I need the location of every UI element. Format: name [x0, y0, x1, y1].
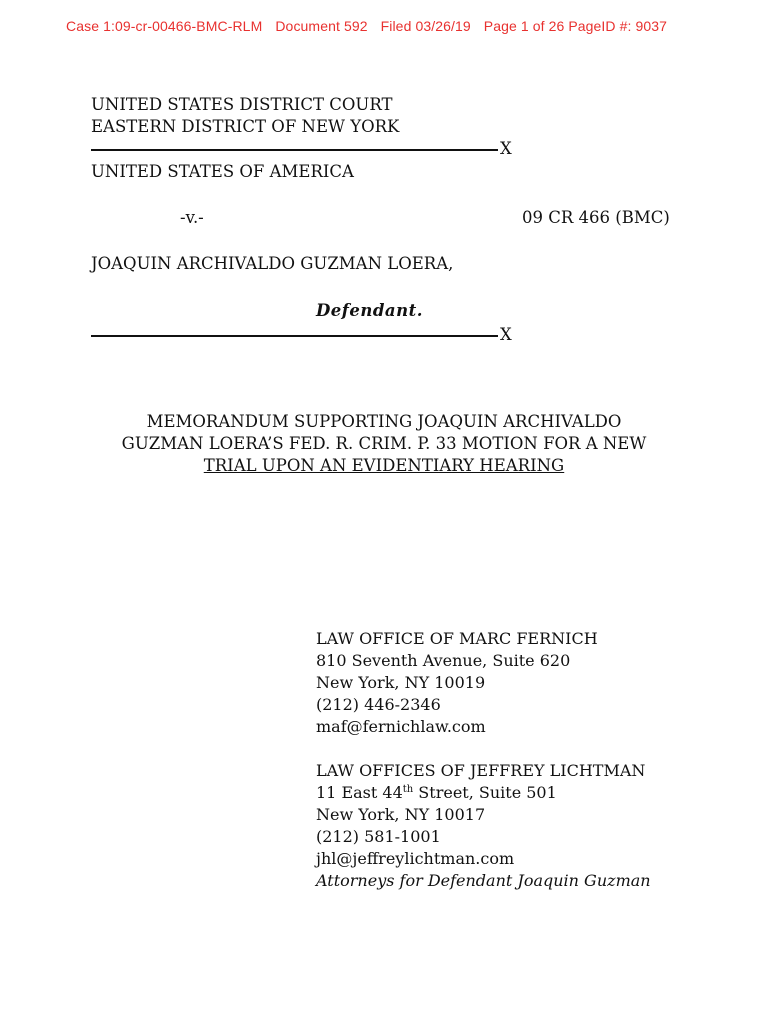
- defendant-name: JOAQUIN ARCHIVALDO GUZMAN LOERA,: [91, 254, 454, 273]
- counsel-block-lichtman: [316, 760, 651, 892]
- ordinal-suffix: th: [402, 784, 414, 795]
- street-rest: Street, Suite 501: [413, 783, 557, 802]
- counsel-city: New York, NY 10017: [316, 805, 486, 824]
- counsel-email: maf@fernichlaw.com: [316, 717, 486, 736]
- caption-x-top: X: [500, 139, 512, 158]
- counsel-street: [316, 782, 651, 804]
- counsel-email: jhl@jeffreylichtman.com: [316, 849, 515, 868]
- defendant-role: Defendant.: [316, 301, 423, 320]
- counsel-phone: (212) 581-1001: [316, 827, 441, 846]
- counsel-firm: LAW OFFICE OF MARC FERNICH: [316, 629, 598, 648]
- document-title: [0, 411, 768, 477]
- caption-rule-bottom: [91, 335, 498, 337]
- street-number: 11 East 44: [316, 783, 403, 802]
- counsel-city: New York, NY 10019: [316, 673, 486, 692]
- case-number: 09 CR 466 (BMC): [522, 208, 670, 227]
- counsel-block-fernich: [316, 628, 598, 738]
- counsel-street: 810 Seventh Avenue, Suite 620: [316, 651, 571, 670]
- page-info: Page 1 of 26 PageID #: 9037: [483, 18, 668, 34]
- versus-label: -v.-: [180, 208, 204, 227]
- caption-x-bottom: X: [500, 325, 512, 344]
- counsel-phone: (212) 446-2346: [316, 695, 441, 714]
- court-name: UNITED STATES DISTRICT COURT: [91, 95, 393, 114]
- filing-header: [66, 18, 667, 34]
- title-line-2: GUZMAN LOERA’S FED. R. CRIM. P. 33 MOTION FOR A NEW: [121, 434, 647, 453]
- title-line-3: TRIAL UPON AN EVIDENTIARY HEARING: [203, 456, 565, 475]
- title-line-1: MEMORANDUM SUPPORTING JOAQUIN ARCHIVALDO: [146, 412, 622, 431]
- counsel-role: Attorneys for Defendant Joaquin Guzman: [316, 871, 651, 890]
- caption-rule-top: [91, 149, 498, 151]
- court-district: EASTERN DISTRICT OF NEW YORK: [91, 117, 400, 136]
- document-number: Document 592: [275, 18, 368, 34]
- case-id: Case 1:09-cr-00466-BMC-RLM: [66, 18, 263, 34]
- plaintiff-name: UNITED STATES OF AMERICA: [91, 162, 354, 181]
- counsel-firm: LAW OFFICES OF JEFFREY LICHTMAN: [316, 761, 646, 780]
- filed-date: Filed 03/26/19: [380, 18, 471, 34]
